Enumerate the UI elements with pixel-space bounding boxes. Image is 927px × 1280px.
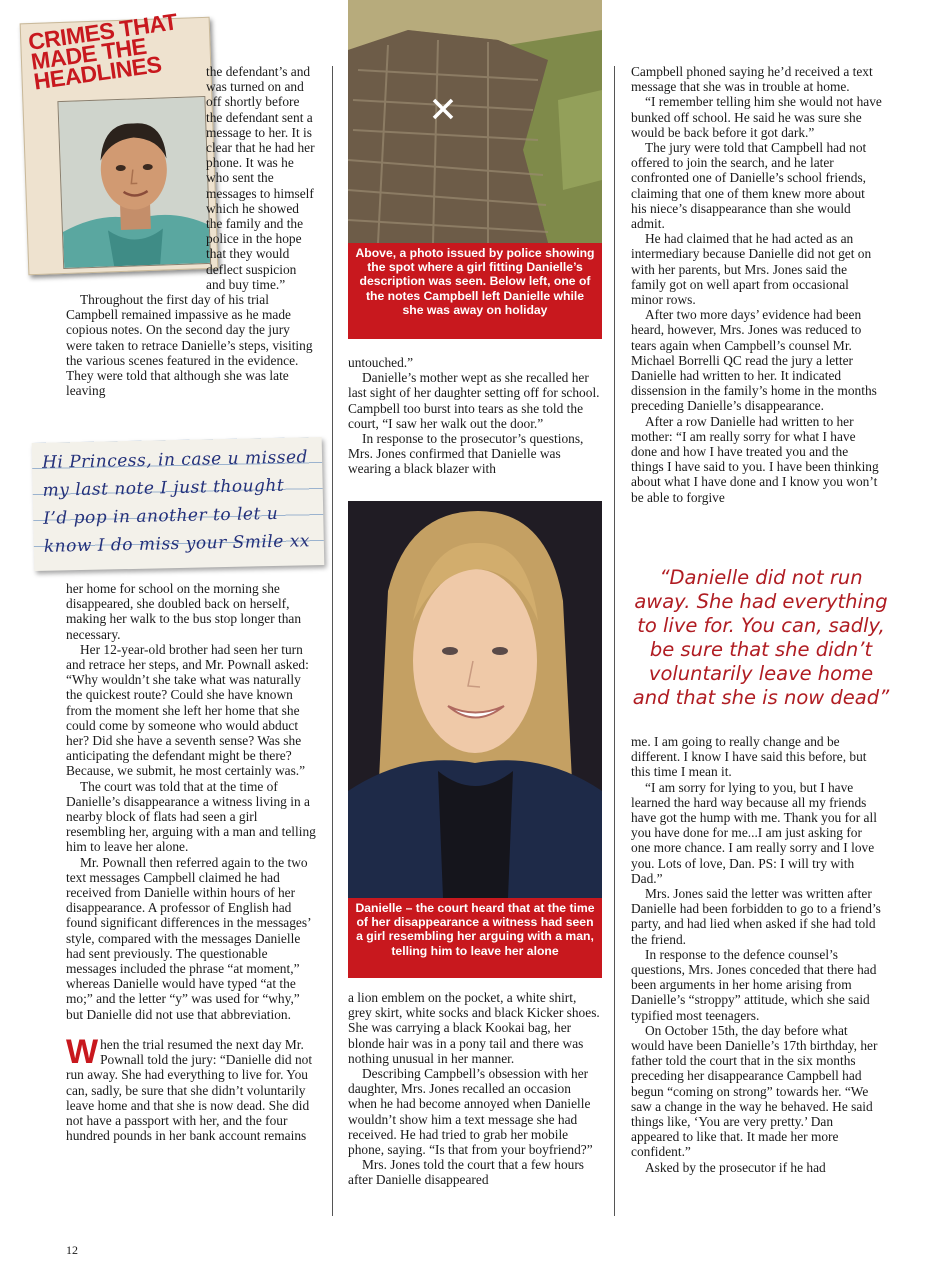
col3-paragraph: On October 15th, the day before what would have been Danielle’s 17th birthday, her father told the court that in the six months preceding her disappearance Campbell had begun “coming on strong” towards her. “We saw a change in the way he behaved. He said things like, ‘You are very pretty.’ Dan appeared to like that. It made her more confident.” bbox=[631, 1022, 878, 1160]
pull-quote: “Danielle did not run away. She had everything to live for. You can, sadly, be sure that she didn’t voluntarily leave home and that she is now dead” bbox=[632, 566, 890, 709]
col2-paragraph: Mrs. Jones told the court that a few hours after Danielle disappeared bbox=[348, 1157, 585, 1188]
col2-paragraph: Danielle’s mother wept as she recalled her last sight of her daughter setting off for school. Campbell too burst into tears as she told the court, “I saw her walk out the door.” bbox=[348, 370, 600, 431]
col1-paragraph-dropcap bbox=[66, 1032, 318, 1144]
danielle-photo-caption: Danielle – the court heard that at the time of her disappearance a witness had seen a girl resembling her arguing with a man, telling him to leave her alone bbox=[348, 898, 602, 978]
col3-paragraph: “I remember telling him she would not have bunked off school. He said he was sure she would be back before it got dark.” bbox=[631, 94, 882, 140]
col1-dropcap-text: hen the trial resumed the next day Mr. Pownall told the jury: “Danielle did not run away. She had everything to live for. You can, sadly, be sure that she didn’t voluntarily leave home and that she is now dead. She did not have a passport with her, and the four hundred pounds in her bank account remains bbox=[66, 1036, 313, 1144]
col3-paragraph: me. I am going to really change and be different. I know I have said this before, but this time I mean it. bbox=[631, 734, 867, 780]
col1-paragraph: Mr. Pownall then referred again to the two text messages Campbell claimed he had received from Danielle within hours of her disappearance. A professor of English had found significant differences in the messages’ style, compared with the messages Danielle had sent previously. The questionable messages included the phrase “at moment,” whereas Danielle would have typed “at the mo;” and the letter “y” was used for “why,” but Danielle did not use that abbreviation. bbox=[66, 854, 311, 1022]
aerial-photo-caption: Above, a photo issued by police showing the spot where a girl fitting Danielle’s description was seen. Below left, one of the notes Campbell left Danielle while she was away on holiday bbox=[348, 243, 602, 339]
column-rule-left bbox=[332, 66, 333, 1216]
col1-intro-span: the defendant’s and was turned on and off shortly before the defendant sent a message to her. It is clear that he had her phone. It was he who sent the messages to himself which he showed the family and the police in the hope that they would deflect suspicion and buy time.” bbox=[206, 64, 315, 292]
clipping-title: CRIMES THAT MADE THE HEADLINES bbox=[26, 8, 179, 95]
col2-paragraph: a lion emblem on the pocket, a white shirt, grey skirt, white socks and black Kicker shoes. She was carrying a black Kookai bag, her blonde hair was in a pony tail and there was nothing unusual in her manner. bbox=[348, 990, 600, 1066]
drop-cap: W bbox=[66, 1032, 99, 1071]
column-1-top bbox=[66, 64, 318, 398]
danielle-photo bbox=[348, 501, 602, 898]
aerial-housing-image bbox=[348, 0, 602, 243]
column-2-top bbox=[348, 355, 602, 477]
note-line: Hi Princess, in case u missed bbox=[41, 447, 309, 473]
note-line: my last note I just thought bbox=[42, 475, 285, 501]
col3-paragraph: Asked by the prosecutor if he had bbox=[645, 1159, 826, 1175]
column-rule-right bbox=[614, 66, 615, 1216]
column-3-top bbox=[631, 64, 883, 505]
aerial-photo bbox=[348, 0, 602, 243]
col1-paragraph: The court was told that at the time of Danielle’s disappearance a witness living in a nearby block of flats had seen a girl resembling her, arguing with a man and telling him to leave her alone. bbox=[66, 778, 316, 855]
col3-paragraph: The jury were told that Campbell had not offered to join the search, and he later confronted one of Danielle’s school friends, claiming that one of them knew more about his niece’s disappearance than she would admit. bbox=[631, 140, 867, 232]
col3-paragraph: He had claimed that he had acted as an intermediary because Danielle did not get on with her parents, but Mrs. Jones said the family got on well apart from occasional minor rows. bbox=[631, 231, 872, 308]
col3-paragraph: After a row Danielle had written to her mother: “I am really sorry for what I have done and how I have treated you and the things I have said to you. I have been thinking about what I have done and I know you won’t be able to forgive bbox=[631, 413, 879, 505]
column-2-bottom bbox=[348, 990, 602, 1188]
col3-paragraph: Campbell phoned saying he’d received a text message that she was in trouble at home. bbox=[631, 64, 873, 95]
page-number: 12 bbox=[66, 1243, 78, 1257]
column-3-bottom bbox=[631, 734, 883, 1175]
col1-intro-text bbox=[66, 64, 318, 292]
col3-paragraph: In response to the defence counsel’s questions, Mrs. Jones conceded that there had been arguments in her home arising from Danielle’s “stroppy” attitude, which she said typified most teenagers. bbox=[631, 946, 877, 1023]
note-line: I’d pop in another to let u bbox=[43, 503, 279, 529]
col2-paragraph: Describing Campbell’s obsession with her daughter, Mrs. Jones recalled an occasion when he had become annoyed when Danielle wouldn’t show him a text message she had received. He had tried to grab her mobile phone, saying. “Is that from your boyfriend?” bbox=[348, 1066, 593, 1158]
handwritten-note bbox=[32, 437, 325, 571]
col3-paragraph: Mrs. Jones said the letter was written after Danielle had been forbidden to go to a friend’s party, and had lied when asked if she had told the friend. bbox=[631, 886, 881, 947]
note-line: know I do miss your Smile xx bbox=[43, 531, 311, 557]
danielle-portrait-image bbox=[348, 501, 602, 898]
col3-paragraph: “I am sorry for lying to you, but I have learned the hard way because all my friends have got the hump with me. Thank you for all you have done for me...I am just asking for one more chance. I am really sorry and I love you. Lots of love, Dan. PS: I will try with Dad.” bbox=[631, 779, 877, 886]
column-1-bottom bbox=[66, 581, 318, 1143]
col1-paragraph: Throughout the first day of his trial Campbell remained impassive as he made copious notes. On the second day the jury were taken to retrace Danielle’s steps, visiting the various scenes featured in the evidence. They were told that although she was late leaving bbox=[66, 292, 313, 399]
col2-paragraph: In response to the prosecutor’s questions, Mrs. Jones confirmed that Danielle was wearing a black blazer with bbox=[348, 431, 584, 477]
col3-paragraph: After two more days’ evidence had been heard, however, Mrs. Jones was reduced to tears again when Campbell’s counsel Mr. Michael Borrelli QC read the jury a letter Danielle had written to her. It indicated dissension in the family’s home in the months preceding Danielle’s disappearance. bbox=[631, 307, 877, 414]
col1-paragraph: her home for school on the morning she disappeared, she doubled back on herself, making her walk to the bus stop longer than necessary. bbox=[66, 581, 302, 642]
col2-paragraph: untouched.” bbox=[348, 355, 414, 370]
col1-paragraph: Her 12-year-old brother had seen her turn and retrace her steps, and Mr. Pownall asked: “Why wouldn’t she take what was naturally the quickest route? Could she have known from the moment she left her home that she could come by someone who would abduct her? Did she have a seventh sense? Was she anticipating the defendant might be there? Because, we submit, he most certainly was.” bbox=[66, 641, 309, 779]
